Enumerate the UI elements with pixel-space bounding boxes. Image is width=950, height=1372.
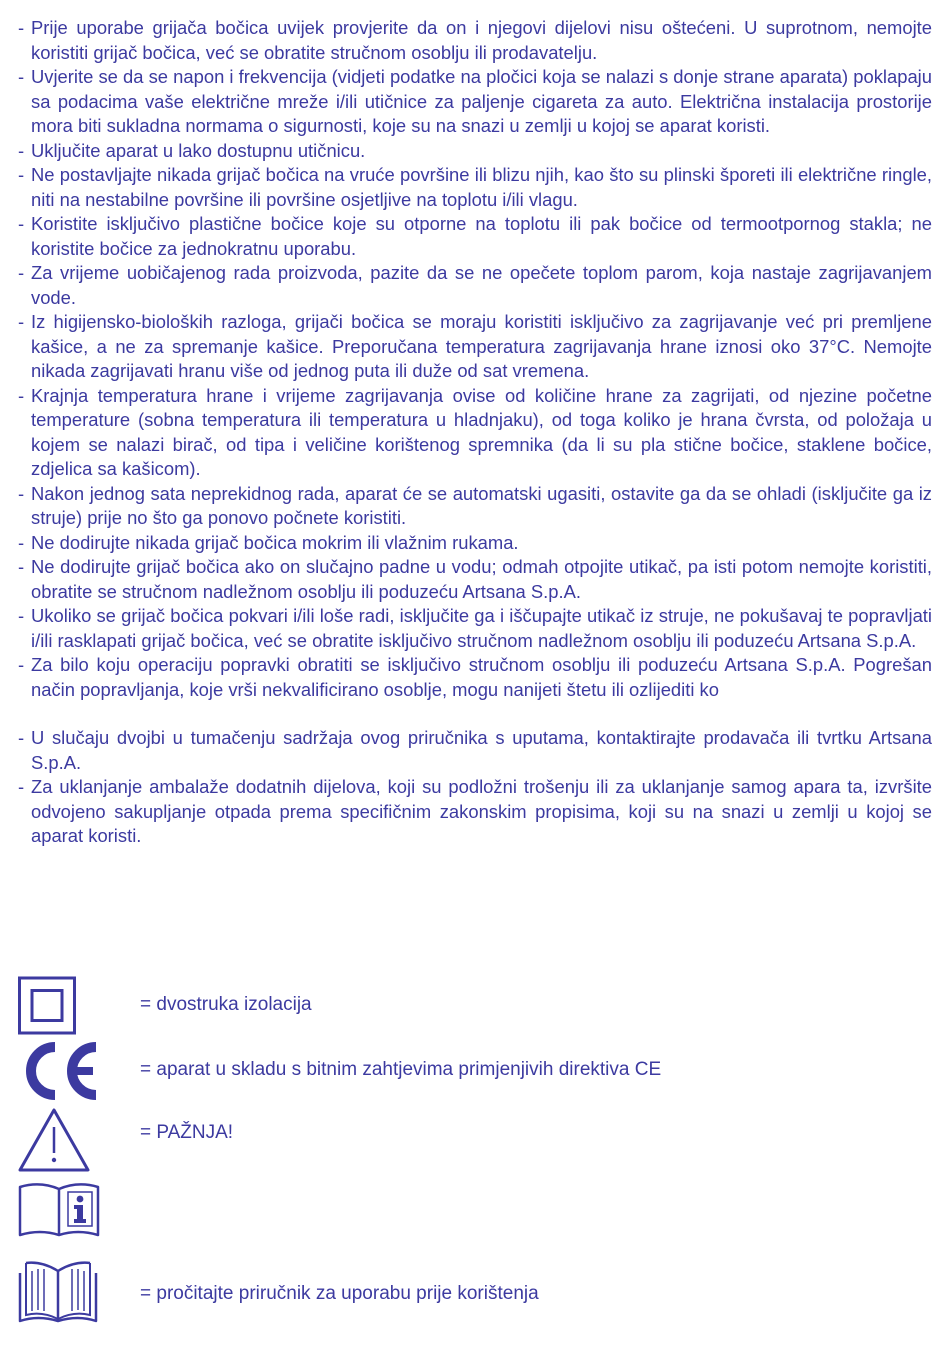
list-item bbox=[18, 65, 932, 139]
list-item bbox=[18, 555, 932, 604]
bullet-dash: - bbox=[18, 384, 25, 406]
bullet-dash: - bbox=[18, 605, 25, 626]
symbol-row-read-manual bbox=[18, 1259, 932, 1325]
list-item-text: U slučaju dvojbi u tumačenju sadržaja ovog priručnika s uputama, kontaktirajte prodavača ili tvrtku Artsana S.p.A. bbox=[31, 727, 932, 773]
bullet-dash: - bbox=[18, 482, 25, 504]
list-item-text: Ne dodirujte grijač bočica ako on slučajno padne u vodu; odmah otpojite utikač, pa isti potom nemojte koristiti, obratite se stručnom nadležnom osoblju ili poduzeću Artsana S.p.A. bbox=[31, 556, 932, 602]
bullet-dash: - bbox=[18, 727, 25, 748]
list-item bbox=[18, 16, 932, 65]
list-item bbox=[18, 384, 932, 482]
warning-triangle-icon bbox=[18, 1107, 90, 1173]
symbol-row-info-manual bbox=[18, 1179, 932, 1237]
read-manual-icon bbox=[18, 1259, 98, 1325]
list-item bbox=[18, 139, 932, 164]
list-item bbox=[18, 604, 932, 653]
symbol-label-ce: = aparat u skladu s bitnim zahtjevima primjenjivih direktiva CE bbox=[140, 1059, 662, 1080]
bullet-dash: - bbox=[18, 531, 25, 553]
list-item bbox=[18, 726, 932, 775]
list-item-text: Za vrijeme uobičajenog rada proizvoda, pazite da se ne opečete toplom parom, koja nastaje zagrijavanjem vode. bbox=[31, 262, 932, 308]
symbol-label-double-insulation: = dvostruka izolacija bbox=[140, 994, 312, 1015]
bullet-dash: - bbox=[18, 139, 25, 161]
list-item-text: Ne postavljajte nikada grijač bočica na vruće površine ili blizu njih, kao što su plinski šporeti ili električne ringle, niti na nestabilne površine ili površine osjetljive na toplotu i/ili vlagu. bbox=[31, 164, 932, 210]
list-item-text: Uključite aparat u lako dostupnu utičnicu. bbox=[31, 139, 366, 161]
list-item-text: Krajnja temperatura hrane i vrijeme zagrijavanja ovise od količine hrane za zagrijati, od njezine početne temperature (sobna temperatura ili temperatura u hladnjaku), od toga koliko je hrana čvrsta, od položaja u kojem se nalazi birač, od tipa i veličine korištenog spremnika (da li su pla stične bočice, staklene bočice, zdjelica sa kašicom). bbox=[31, 384, 932, 479]
instructions-list bbox=[18, 16, 932, 849]
symbol-row-ce bbox=[18, 1041, 932, 1101]
list-item-text: Za bilo koju operaciju popravki obratiti se isključivo stručnom osoblju ili poduzeću Artsana S.p.A. Pogrešan način popravljanja, koje vrši nekvalificirano osoblje, mogu nanijeti štetu ili ozlijediti ko bbox=[31, 654, 932, 700]
list-item bbox=[18, 163, 932, 212]
info-manual-icon bbox=[18, 1179, 100, 1237]
list-item-text: Uvjerite se da se napon i frekvencija (vidjeti podatke na pločici koja se nalazi s donje strane aparata) poklapaju sa podacima vaše električne mreže i/ili utičnice za paljenje cigareta za auto. Električna instalacija prostorije mora biti sukladna normama o sigurnosti, koje su na snazi u zemlji u kojoj se aparat koristi. bbox=[31, 66, 932, 136]
bullet-dash: - bbox=[18, 164, 25, 185]
list-item-text: Ne dodirujte nikada grijač bočica mokrim ili vlažnim rukama. bbox=[31, 531, 519, 553]
bullet-dash: - bbox=[18, 311, 25, 332]
list-item bbox=[18, 482, 932, 531]
bullet-dash: - bbox=[18, 776, 25, 797]
bullet-dash: - bbox=[18, 66, 25, 87]
double-insulation-icon bbox=[18, 975, 78, 1035]
symbol-row-warning bbox=[18, 1107, 932, 1173]
list-item bbox=[18, 653, 932, 702]
list-item-text: Prije uporabe grijača bočica uvijek provjerite da on i njegovi dijelovi nisu oštećeni. U suprotnom, nemojte koristiti grijač bočica, već se obratite stručnom osoblju ili prodavatelju. bbox=[31, 17, 932, 63]
list-item-text: Za uklanjanje ambalaže dodatnih dijelova, koji su podložni trošenju ili za uklanjanje samog apara ta, izvršite odvojeno sakupljanje otpada prema specifičnim zakonskim propisima, koji su na snazi u zemlji u kojoj se aparat koristi. bbox=[31, 776, 932, 846]
list-item bbox=[18, 261, 932, 310]
list-item-text: Ukoliko se grijač bočica pokvari i/ili loše radi, isključite ga i iščupajte utikač iz struje, ne pokušavaj te popravljati i/ili rasklapati grijač bočica, već se obratite isključivo stručnom nadležnom osoblju ili poduzeću Artsana S.p.A. bbox=[31, 605, 932, 651]
list-item bbox=[18, 212, 932, 261]
bullet-dash: - bbox=[18, 556, 25, 577]
bullet-dash: - bbox=[18, 654, 25, 675]
symbol-label-warning: = PAŽNJA! bbox=[140, 1122, 234, 1143]
symbol-label-read-manual: = pročitajte priručnik za uporabu prije korištenja bbox=[140, 1283, 539, 1304]
list-item-text: Nakon jednog sata neprekidnog rada, aparat će se automatski ugasiti, ostavite ga da se ohladi (isključite ga iz struje) prije no što ga ponovo počnete koristiti. bbox=[31, 482, 932, 528]
list-item bbox=[18, 531, 932, 556]
bullet-dash: - bbox=[18, 213, 25, 234]
bullet-dash: - bbox=[18, 17, 25, 38]
instructions-section bbox=[18, 16, 932, 849]
list-item-text: Koristite isključivo plastične bočice koje su otporne na toplotu ili pak bočice od termootpornog stakla; ne koristite bočice za jednokratnu uporabu. bbox=[31, 213, 932, 259]
ce-mark-icon bbox=[18, 1041, 102, 1101]
list-item bbox=[18, 775, 932, 849]
bullet-dash: - bbox=[18, 262, 25, 283]
list-item bbox=[18, 310, 932, 384]
list-item-text: Iz higijensko-bioloških razloga, grijači bočica se moraju koristiti isključivo za zagrijavanje već pri premljene kašice, a ne za spremanje kašice. Preporučana temperatura zagrijavanja hrane iznosi oko 37°C. Nemojte nikada zagrijavati hranu više od jednog puta ili duže od sat vremena. bbox=[31, 311, 932, 381]
symbol-row-double-insulation bbox=[18, 975, 932, 1035]
